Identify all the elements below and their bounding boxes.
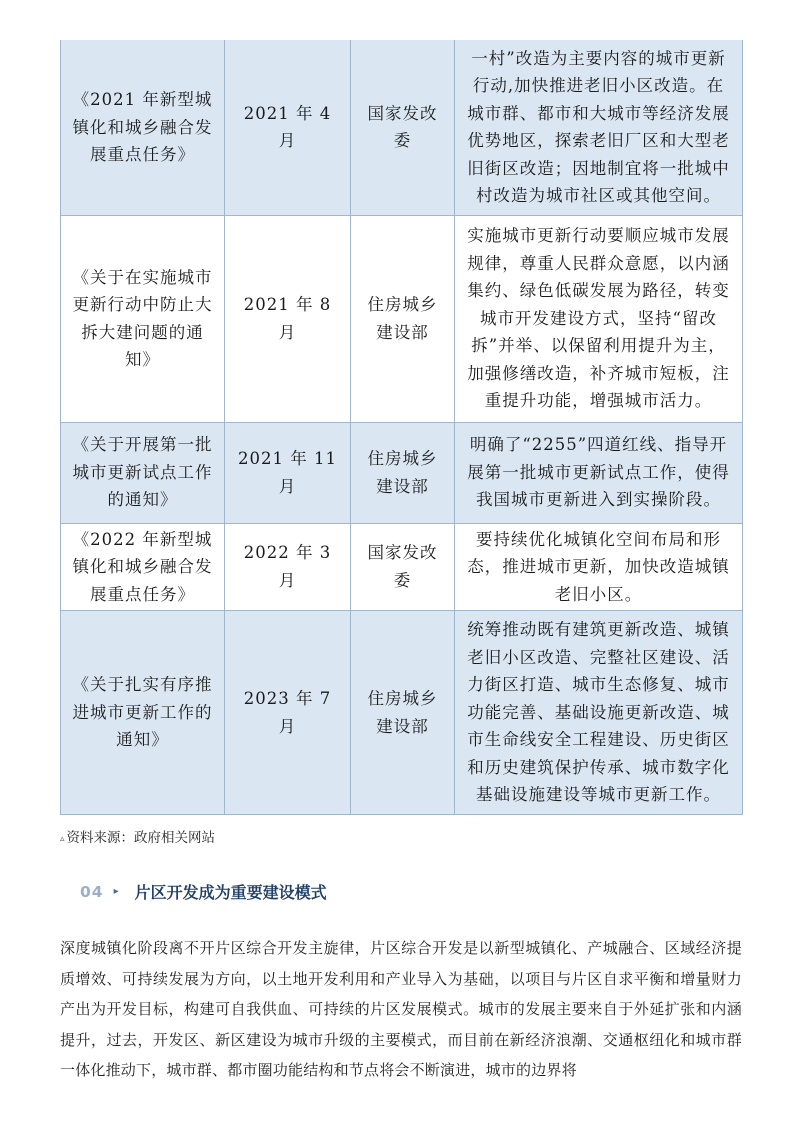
policy-content-cell: 一村”改造为主要内容的城市更新行动,加快推进老旧小区改造。在城市群、都市和大城市等经济发展优势地区，探索老旧厂区和大型老旧街区改造；因地制宜将一批城中村改造为城市社区或其他空间。 (455, 40, 743, 215)
table-row (61, 215, 743, 422)
table-row (61, 40, 743, 215)
policy-date-cell: 2021 年 11 月 (225, 422, 351, 523)
arrow-right-icon: ▸ (113, 886, 119, 897)
policy-content-cell: 统筹推动既有建筑更新改造、城镇老旧小区改造、完整社区建设、活力街区打造、城市生态修复、城市功能完善、基础设施更新改造、城市生命线安全工程建设、历史街区和历史建筑保护传承、城市数字化基础设施建设等城市更新工作。 (455, 611, 743, 815)
source-text: 资料来源：政府相关网站 (66, 830, 216, 846)
policy-date-cell: 2021 年 4 月 (225, 40, 351, 215)
body-paragraph: 深度城镇化阶段离不开片区综合开发主旋律，片区综合开发是以新型城镇化、产城融合、区域经济提质增效、可持续发展为方向，以土地开发利用和产业导入为基础，以项目与片区自求平衡和增量财力产出为开发目标，构建可自我供血、可持续的片区发展模式。城市的发展主要来自于外延扩张和内涵提升，过去，开发区、新区建设为城市升级的主要模式，而目前在新经济浪潮、交通枢纽化和城市群一体化推动下，城市群、都市圈功能结构和节点将会不断演进，城市的边界将 (60, 939, 742, 1079)
policy-dept-cell: 住房城乡建设部 (351, 215, 455, 422)
policy-content-cell: 明确了“2255”四道红线、指导开展第一批城市更新试点工作，使得我国城市更新进入到实操阶段。 (455, 422, 743, 523)
policy-dept-cell: 国家发改委 (351, 523, 455, 611)
section-number: 04 (80, 882, 104, 901)
table-row (61, 523, 743, 611)
policy-title-cell: 《2021 年新型城镇化和城乡融合发展重点任务》 (61, 40, 225, 215)
policy-title-cell: 《2022 年新型城镇化和城乡融合发展重点任务》 (61, 523, 225, 611)
policy-table-container (60, 40, 742, 815)
policy-table (60, 40, 743, 815)
table-row (61, 611, 743, 815)
policy-dept-cell: 住房城乡建设部 (351, 422, 455, 523)
policy-dept-cell: 国家发改委 (351, 40, 455, 215)
policy-date-cell: 2022 年 3 月 (225, 523, 351, 611)
section-heading (80, 880, 327, 903)
source-note (60, 826, 215, 846)
policy-content-cell: 要持续优化城镇化空间布局和形态，推进城市更新，加快改造城镇老旧小区。 (455, 523, 743, 611)
policy-content-cell: 实施城市更新行动要顺应城市发展规律，尊重人民群众意愿，以内涵集约、绿色低碳发展为路径，转变城市开发建设方式，坚持“留改拆”并举、以保留利用提升为主，加强修缮改造，补齐城市短板，注重提升功能，增强城市活力。 (455, 215, 743, 422)
policy-dept-cell: 住房城乡建设部 (351, 611, 455, 815)
policy-title-cell: 《关于扎实有序推进城市更新工作的通知》 (61, 611, 225, 815)
policy-title-cell: 《关于在实施城市更新行动中防止大拆大建问题的通知》 (61, 215, 225, 422)
policy-date-cell: 2023 年 7 月 (225, 611, 351, 815)
policy-date-cell: 2021 年 8 月 (225, 215, 351, 422)
policy-title-cell: 《关于开展第一批城市更新试点工作的通知》 (61, 422, 225, 523)
table-row (61, 422, 743, 523)
section-title: 片区开发成为重要建设模式 (134, 883, 327, 902)
triangle-marker-icon: ▵ (60, 834, 65, 844)
